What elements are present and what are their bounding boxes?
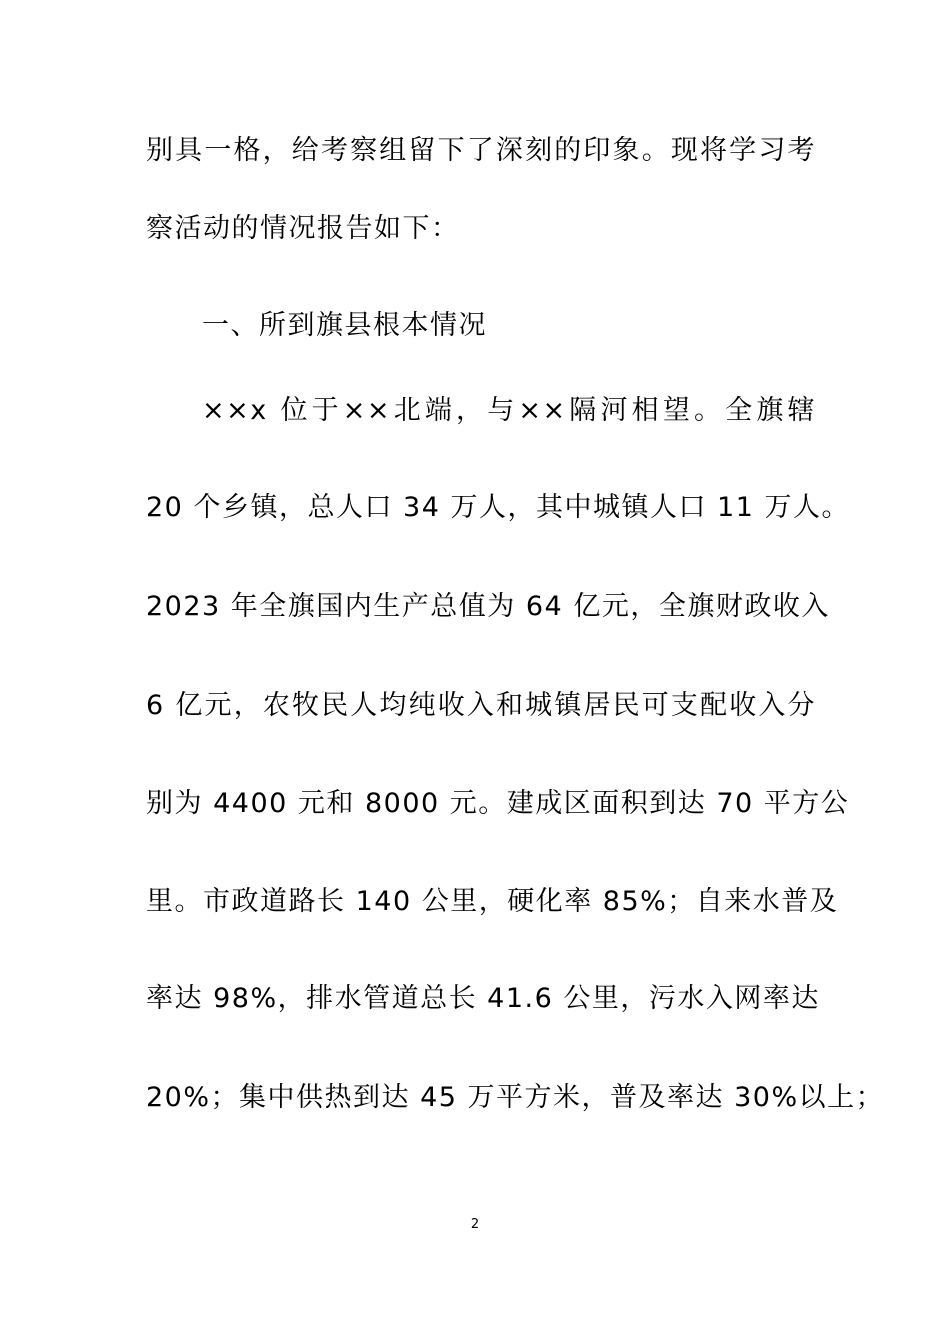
body-text-line: 里。市政道路长 140 公里，硬化率 85%；自来水普及 [146, 886, 839, 917]
paragraph-first-line: ××x 位于××北端，与××隔河相望。全旗辖 [202, 395, 816, 426]
body-text-line: 别具一格，给考察组留下了深刻的印象。现将学习考 [146, 135, 816, 166]
body-text-line: 率达 98%，排水管道总长 41.6 公里，污水入网率达 [146, 983, 820, 1014]
body-text-line: 别为 4400 元和 8000 元。建成区面积到达 70 平方公 [146, 788, 850, 819]
page-number: 2 [470, 1217, 480, 1232]
body-text-line: 2023 年全旗国内生产总值为 64 亿元，全旗财政收入 [146, 591, 830, 622]
body-text-line: 20 个乡镇，总人口 34 万人，其中城镇人口 11 万人。 [146, 492, 850, 523]
section-heading: 一、所到旗县根本情况 [202, 310, 487, 341]
body-text-line: 察活动的情况报告如下： [146, 213, 460, 244]
body-text-line: 6 亿元，农牧民人均纯收入和城镇居民可支配收入分 [146, 690, 816, 721]
body-text-line: 20%；集中供热到达 45 万平方米，普及率达 30%以上； [146, 1082, 885, 1113]
